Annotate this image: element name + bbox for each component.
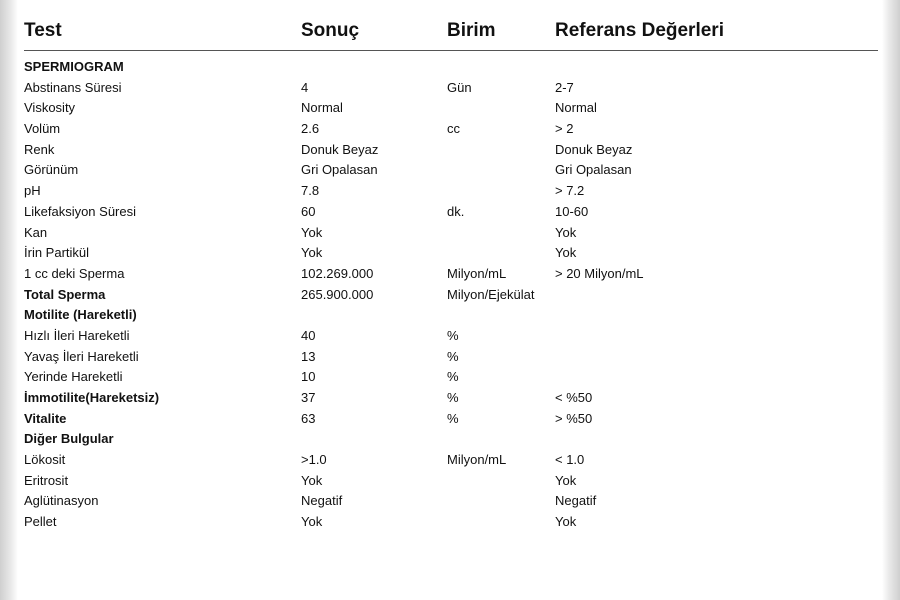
cell-unit: % — [447, 390, 459, 405]
cell-reference: Donuk Beyaz — [555, 141, 633, 157]
cell-reference: Gri Opalasan — [555, 162, 632, 178]
table-row — [24, 347, 878, 368]
cell-unit: Milyon/Ejekülat — [447, 286, 535, 302]
cell-test: Vitalite — [24, 410, 67, 426]
cell-test: 1 cc deki Sperma — [24, 265, 125, 281]
cell-result: 63 — [301, 410, 316, 426]
cell-test: Kan — [24, 224, 48, 240]
cell-result: >1.0 — [301, 452, 327, 468]
cell-test: Görünüm — [24, 162, 79, 178]
header-test: Test — [24, 20, 62, 41]
cell-result: Normal — [301, 100, 343, 116]
cell-test: Likefaksiyon Süresi — [24, 203, 136, 219]
cell-result: Gri Opalasan — [301, 162, 378, 178]
cell-test: Hızlı İleri Hareketli — [24, 327, 130, 343]
cell-result: Negatif — [301, 493, 343, 509]
cell-reference: 2-7 — [555, 79, 574, 95]
table-row — [24, 367, 878, 388]
cell-reference: Negatif — [555, 493, 597, 509]
cell-reference: Yok — [555, 472, 577, 488]
cell-test: Eritrosit — [24, 472, 69, 488]
cell-result: 265.900.000 — [301, 286, 374, 302]
cell-test: Abstinans Süresi — [24, 79, 122, 95]
cell-result: 4 — [301, 79, 309, 95]
table-row — [24, 202, 878, 223]
cell-unit: % — [447, 369, 459, 385]
cell-test: Yerinde Hareketli — [24, 369, 123, 385]
cell-unit: Milyon/mL — [447, 452, 507, 468]
cell-unit: cc — [447, 121, 460, 137]
table-row — [24, 264, 878, 285]
table-row — [24, 98, 878, 119]
cell-test: Diğer Bulgular — [24, 431, 114, 447]
cell-result: Yok — [301, 224, 323, 240]
cell-reference: < 1.0 — [555, 452, 585, 468]
cell-unit: % — [447, 410, 459, 426]
table-row — [24, 243, 878, 264]
table-row — [24, 471, 878, 492]
cell-result: Yok — [301, 514, 323, 530]
cell-result: 10 — [301, 369, 316, 385]
cell-result: 40 — [301, 327, 316, 343]
cell-reference: Normal — [555, 100, 597, 116]
cell-reference: Yok — [555, 224, 577, 240]
cell-unit: Gün — [447, 79, 472, 95]
cell-reference: > 7.2 — [555, 183, 585, 199]
cell-result: 102.269.000 — [301, 265, 374, 281]
cell-result: Donuk Beyaz — [301, 141, 379, 157]
cell-unit: dk. — [447, 203, 465, 219]
table-row — [24, 119, 878, 140]
cell-test: Volüm — [24, 121, 61, 137]
table-row — [24, 160, 878, 181]
table-row — [24, 491, 878, 512]
cell-test: Pellet — [24, 514, 57, 530]
cell-test: İmmotilite(Hareketsiz) — [24, 390, 160, 405]
cell-test: pH — [24, 183, 41, 199]
lab-report-sheet — [18, 0, 882, 600]
table-row — [24, 305, 878, 326]
cell-test: SPERMIOGRAM — [24, 59, 124, 74]
table-row — [24, 326, 878, 347]
cell-result: 13 — [301, 348, 316, 364]
cell-result: 60 — [301, 203, 316, 219]
cell-test: Renk — [24, 141, 55, 157]
table-row — [24, 450, 878, 471]
table-row — [24, 285, 878, 306]
header-unit: Birim — [447, 20, 496, 41]
table-row — [24, 388, 878, 409]
table-row — [24, 429, 878, 450]
table-row — [24, 57, 878, 78]
table-row — [24, 512, 878, 533]
cell-test: İrin Partikül — [24, 245, 90, 261]
cell-test: Aglütinasyon — [24, 493, 99, 509]
cell-unit: % — [447, 348, 459, 364]
cell-reference: Yok — [555, 514, 577, 530]
table-row — [24, 409, 878, 430]
header-reference: Referans Değerleri — [555, 20, 724, 41]
cell-test: Lökosit — [24, 452, 66, 468]
header-result: Sonuç — [301, 20, 360, 41]
cell-test: Total Sperma — [24, 286, 106, 302]
cell-unit: % — [447, 327, 459, 343]
cell-test: Motilite (Hareketli) — [24, 307, 137, 323]
cell-unit: Milyon/mL — [447, 265, 507, 281]
cell-result: Yok — [301, 472, 323, 488]
cell-result: 2.6 — [301, 121, 320, 137]
results-table — [24, 57, 878, 533]
table-row — [24, 140, 878, 161]
cell-reference: > 20 Milyon/mL — [555, 265, 644, 281]
cell-result: 37 — [301, 390, 316, 405]
cell-test: Viskosity — [24, 100, 76, 116]
cell-reference: > %50 — [555, 410, 593, 426]
cell-reference: < %50 — [555, 390, 593, 405]
cell-reference: Yok — [555, 245, 577, 261]
cell-test: Yavaş İleri Hareketli — [24, 348, 139, 364]
table-row — [24, 181, 878, 202]
table-header — [24, 0, 878, 51]
cell-result: 7.8 — [301, 183, 320, 199]
table-row — [24, 78, 878, 99]
cell-result: Yok — [301, 245, 323, 261]
cell-reference: > 2 — [555, 121, 574, 137]
table-row — [24, 223, 878, 244]
cell-reference: 10-60 — [555, 203, 589, 219]
